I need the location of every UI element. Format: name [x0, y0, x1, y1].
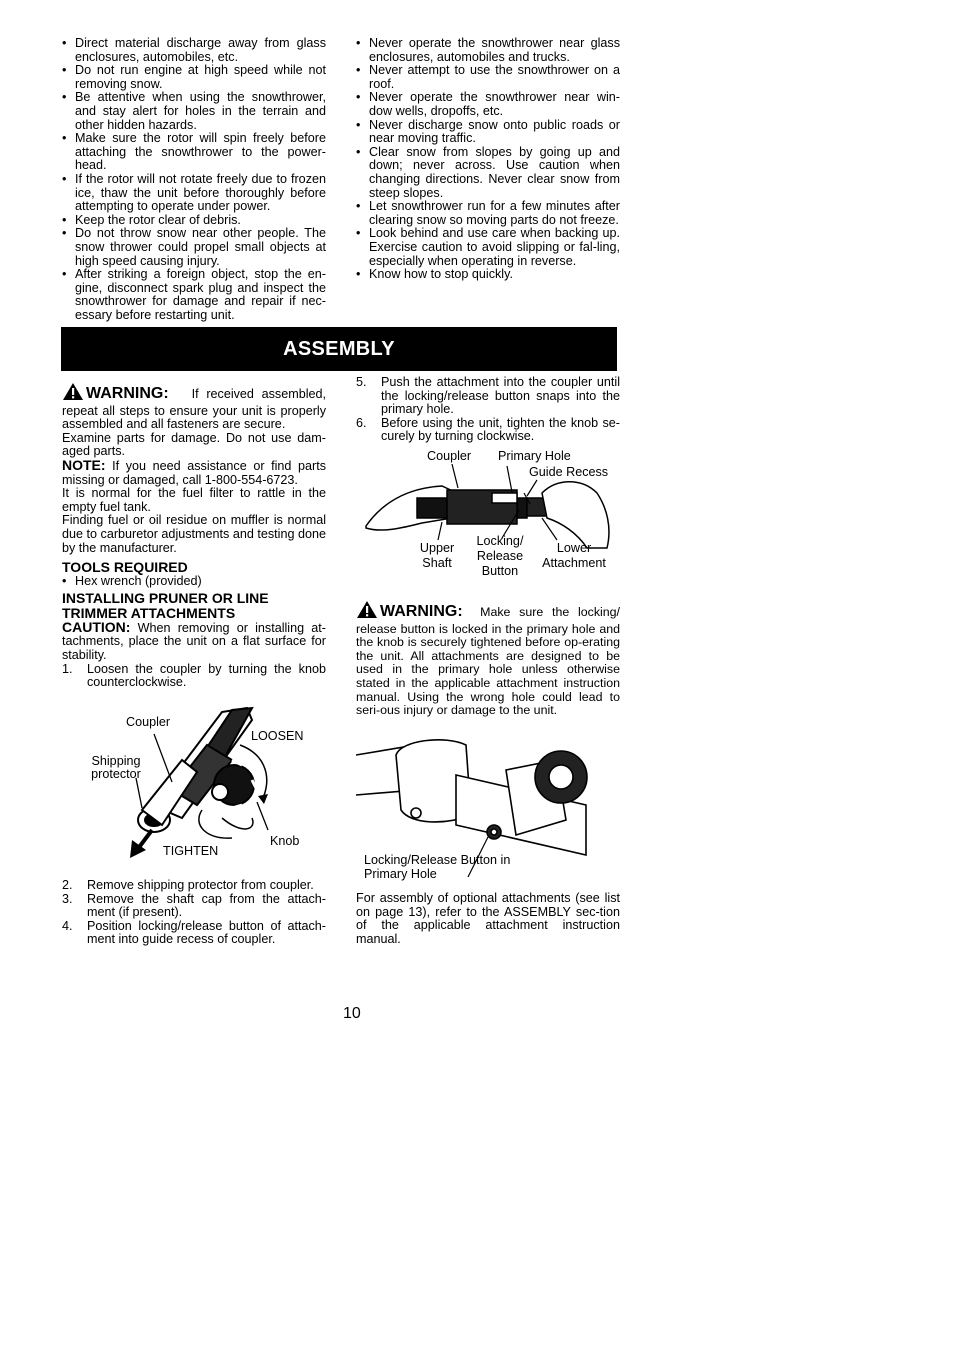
- step-item: 5. Push the attachment into the coupler until the locking/release button snaps into the primary hole.: [356, 375, 620, 417]
- optional-text: For assembly of optional attachments (see list on page 13), refer to the ASSEMBLY sec-tion of the applicable attachment instruction manual.: [356, 891, 620, 946]
- examine-text: Examine parts for damage. Do not use dam-aged parts.: [62, 430, 326, 459]
- label-primary-hole: Primary Hole: [498, 449, 571, 463]
- step-item: 4. Position locking/release button of attach-ment into guide recess of coupler.: [62, 918, 326, 947]
- install-heading: INSTALLING PRUNER OR LINE TRIMMER ATTACHMENTS: [62, 589, 269, 621]
- left-column: [62, 382, 326, 690]
- bullet-item: • Clear snow from slopes by going up and down; never across. Use caution when changing directions. Never clear snow from steep slopes.: [356, 146, 620, 200]
- bullet-item: • Know how to stop quickly.: [356, 268, 620, 282]
- figure-coupler-attachment: [362, 448, 620, 583]
- step-item: 2. Remove shipping protector from coupler.: [62, 878, 314, 892]
- figure-locking-button: [356, 725, 620, 885]
- bullet-item: • Never operate the snowthrower near win-dow wells, dropoffs, etc.: [356, 91, 620, 118]
- step-list: [356, 376, 620, 444]
- bullet-item: • Let snowthrower run for a few minutes after clearing snow so moving parts do not freeze.: [356, 200, 620, 227]
- bullet-item: • Never operate the snowthrower near glass enclosures, automobiles and trucks.: [356, 37, 620, 64]
- label-guide-recess: Guide Recess: [529, 465, 609, 479]
- caution-text: When removing or installing at-tachments, place the unit on a flat surface for stability.: [62, 620, 327, 662]
- tools-heading: TOOLS REQUIRED: [62, 559, 188, 576]
- label-loosen: LOOSEN: [251, 729, 304, 743]
- right-warning: [356, 600, 620, 718]
- bullet-list: [356, 37, 620, 282]
- step-item: 3. Remove the shaft cap from the attach-ment (if present).: [62, 891, 326, 920]
- caution-label: CAUTION:: [62, 618, 131, 635]
- warning-label: WARNING:: [86, 385, 169, 402]
- bullet-item: • Look behind and use care when backing up. Exercise caution to avoid slipping or fal-ling, especially when operating in reverse.: [356, 227, 620, 268]
- label-knob: Knob: [270, 834, 300, 848]
- right-column-steps: [356, 376, 620, 444]
- warning-text: Make sure the locking/ release button is locked in the primary hole and the knob is securely tightened before op-erating the unit. All attachments are designed to be used in the primary hole unless otherwise stated in the applicable attachment instruction manual. Using the wrong hole could lead to seri-ous injury or damage to the unit.: [356, 605, 620, 718]
- figure-coupler-knob: [82, 700, 322, 870]
- residue-text: Finding fuel or oil residue on muffler is normal due to carburetor adjustments and testing done by the manufacturer.: [62, 513, 326, 555]
- label-upper-shaft: Upper Shaft: [419, 541, 455, 570]
- step-1: 1. Loosen the coupler by turning the knob counterclockwise.: [62, 661, 326, 690]
- note-label: NOTE:: [62, 456, 106, 473]
- warning-triangle-icon: [62, 382, 84, 405]
- fuel-filter-text: It is normal for the fuel filter to rattle in the empty fuel tank.: [62, 486, 326, 514]
- tools-item: • Hex wrench (provided): [62, 575, 326, 589]
- bullet-item: • If the rotor will not rotate freely due to frozen ice, thaw the unit before thoroughly before attempting to operate under power.: [62, 173, 326, 214]
- warning-label: WARNING:: [380, 603, 463, 620]
- optional-attachments: [356, 892, 620, 946]
- bullet-item: • Make sure the rotor will spin freely before attaching the snowthrower to the power-head.: [62, 132, 326, 173]
- label-coupler: Coupler: [126, 715, 171, 729]
- bullet-item: • Do not run engine at high speed while not removing snow.: [62, 64, 326, 91]
- warning-paragraph: [62, 382, 326, 432]
- label-shipping-protector: Shipping protector: [91, 754, 141, 781]
- page-number: 10: [343, 1005, 361, 1022]
- safety-bullets-left: [62, 37, 326, 322]
- bullet-item: • Do not throw snow near other people. The snow thrower could propel small objects at high speed causing injury.: [62, 227, 326, 268]
- step-item: 6. Before using the unit, tighten the knob se-curely by turning clockwise.: [356, 415, 620, 444]
- warning-triangle-icon: [356, 600, 378, 623]
- bullet-item: • Be attentive when using the snowthrower, and stay alert for holes in the terrain and other hidden hazards.: [62, 91, 326, 132]
- label-lower-attachment: Lower Attachment: [542, 541, 606, 570]
- label-coupler: Coupler: [427, 449, 472, 463]
- safety-bullets-right: [356, 37, 620, 282]
- step-list: [62, 879, 326, 947]
- warning-paragraph: [356, 600, 620, 718]
- warning-text: If received assembled, repeat all steps to ensure your unit is properly assembled and all fasteners are secure.: [62, 387, 327, 432]
- bullet-item: • After striking a foreign object, stop the en-gine, disconnect spark plug and inspect the snowthrower for damage and repair if nec-essary before restarting unit.: [62, 268, 326, 322]
- label-locking-release-primary-hole: Locking/Release Button in Primary Hole: [364, 853, 511, 881]
- label-tighten: TIGHTEN: [163, 844, 219, 858]
- label-locking-release-button: Locking/ Release Button: [476, 534, 524, 578]
- steps-2-4: [62, 879, 326, 947]
- bullet-list: [62, 37, 326, 322]
- note-text: If you need assistance or find parts missing or damaged, call 1-800-554-6723.: [62, 458, 326, 487]
- bullet-item: • Never discharge snow onto public roads or near moving traffic.: [356, 119, 620, 146]
- section-banner: ASSEMBLY: [61, 327, 617, 371]
- bullet-item: • Never attempt to use the snowthrower on a roof.: [356, 64, 620, 91]
- bullet-item: • Direct material discharge away from glass enclosures, automobiles, etc.: [62, 37, 326, 64]
- bullet-item: • Keep the rotor clear of debris.: [62, 214, 326, 228]
